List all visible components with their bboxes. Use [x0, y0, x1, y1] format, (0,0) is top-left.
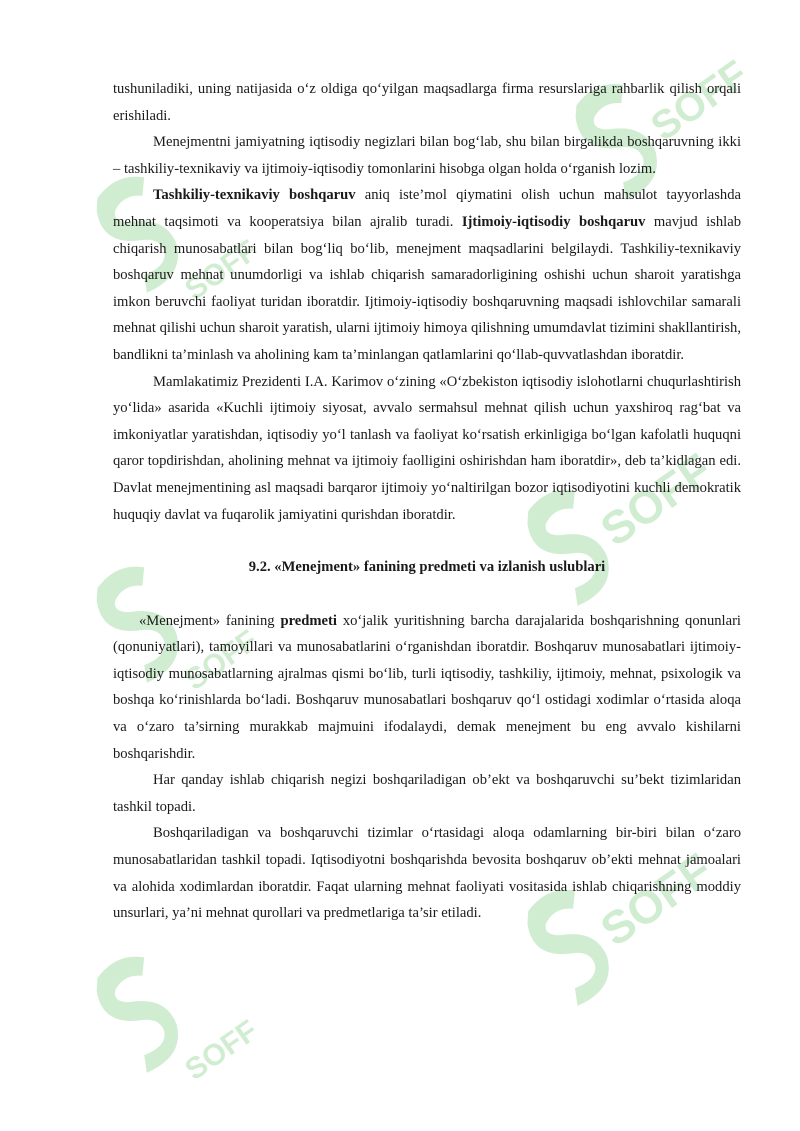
- bold-term: Ijtimoiy-iqtisodiy boshqaruv: [461, 213, 646, 230]
- paragraph: tushuniladiki, uning natijasida o‘z oldiga qo‘yilgan maqsadlarga firma resurslariga rahbarlik qilish orqali erishiladi.: [113, 81, 741, 124]
- paragraph: Har qanday ishlab chiqarish negizi boshqariladigan ob’ekt va boshqaruvchi su’bekt tizimlaridan tashkil topadi.: [113, 772, 741, 815]
- paragraph: Tashkiliy-texnikaviy boshqaruv aniq iste’mol qiymatini olish uchun mahsulot tayyorlashda mehnat taqsimoti va kooperatsiya bilan ajralib turadi. Ijtimoiy-iqtisodiy boshqaruv mavjud ishlab chiqarish munosabatlari bilan bog‘liq bo‘lib, menejment maqsadlarini belgilaydi. Tashkiliy-texnikaviy boshqaruv mehnat unumdorligi va ishlab chiqarish samaradorligining oshishi uchun sharoit yaratishga imkon beruvchi faoliyat turidan iboratdir. Ijtimoiy-iqtisodiy boshqaruvning maqsadi ishlovchilar samarali mehnat qilishi uchun sharoit yaratish, ularni ijtimoiy himoya qilishning umumdavlat tizimini shakllantirish, bandlikni ta’minlash va aholining kam ta’minlangan qatlamlarini qo‘llab-quvvatlashdan iboratdir.: [113, 187, 741, 363]
- watermark-logo: [96, 930, 264, 1120]
- paragraph: Mamlakatimiz Prezidenti I.A. Karimov o‘zining «O‘zbekiston iqtisodiy islohotlarni chuqurlashtirish yo‘lida» asarida «Kuchli ijtimoiy siyosat, avvalo sermahsul mehnat qilish uchun yaxshiroq rag‘bat va imkoniyatlar yaratishdan, iqtisodiy yo‘l tanlash va faoliyat ko‘rsatish erkinligiga bo‘lgan kafolatli huquqni qaror topdirishdan, aholining mehnat va ijtimoiy faolligini oshirishdan ham iboratdir», deb ta’kidlagan edi. Davlat menejmentining asl maqsadi barqaror ijtimoiy yo‘naltirilgan bozor iqtisodiyotini kuchli demokratik huquqiy davlat va fuqarolik jamiyatini qurishdan iboratdir.: [113, 373, 741, 523]
- svg-text:SOFF: SOFF: [179, 1013, 264, 1087]
- section-heading: 9.2. «Menejment» fanining predmeti va izlanish uslublari: [248, 559, 606, 576]
- document-body: [113, 76, 741, 927]
- svg-text:SOFF: SOFF: [179, 623, 264, 697]
- svg-text:SOFF: SOFF: [643, 52, 756, 150]
- paragraph: Boshqariladigan va boshqaruvchi tizimlar o‘rtasidagi aloqa odamlarning bir-biri bilan o‘zaro munosabatlaridan tashkil topadi. Iqtisodiyotni boshqarishda bevosita boshqaruv ob’ekti mehnat jamoalari va alohida xodimlardan iboratdir. Faqat ularning mehnat faoliyati vositasida ishlab chiqarishning moddiy unsurlari, ya’ni mehnat qurollari va predmetlariga ta’sir etiladi.: [113, 825, 741, 922]
- svg-text:SOFF: SOFF: [590, 843, 722, 957]
- svg-text:SOFF: SOFF: [179, 233, 264, 307]
- bold-term: Tashkiliy-texnikaviy boshqaruv: [153, 187, 356, 204]
- bold-term: predmeti: [280, 612, 337, 629]
- paragraph: «Menejment» fanining predmeti xo‘jalik yuritishning barcha darajalarida boshqarishning qonunlari (qonuniyatlari), tamoyillari va munosabatlarini o‘rganishdan iboratdir. Boshqaruv munosabatlari ijtimoiy-iqtisodiy munosabatlarning ajralmas qismi bo‘lib, turli iqtisodiy, tashkiliy, ijtimoiy, mehnat, psixologik va boshqa ko‘rinishlarda bo‘ladi. Boshqaruv munosabatlari boshqaruv qo‘l ostidagi xodimlar o‘rtasida aloqa va o‘zaro ta’sirning murakkab majmuini ifodalaydi, demak menejment bu eng avvalo kishilarni boshqarishdir.: [113, 612, 741, 762]
- svg-text:SOFF: SOFF: [590, 443, 722, 557]
- paragraph: Menejmentni jamiyatning iqtisodiy negizlari bilan bog‘lab, shu bilan birgalikda boshqaruvning ikki – tashkiliy-texnikaviy va ijtimoiy-iqtisodiy tomonlarini hisobga olgan holda o‘rganish lozim.: [113, 134, 741, 177]
